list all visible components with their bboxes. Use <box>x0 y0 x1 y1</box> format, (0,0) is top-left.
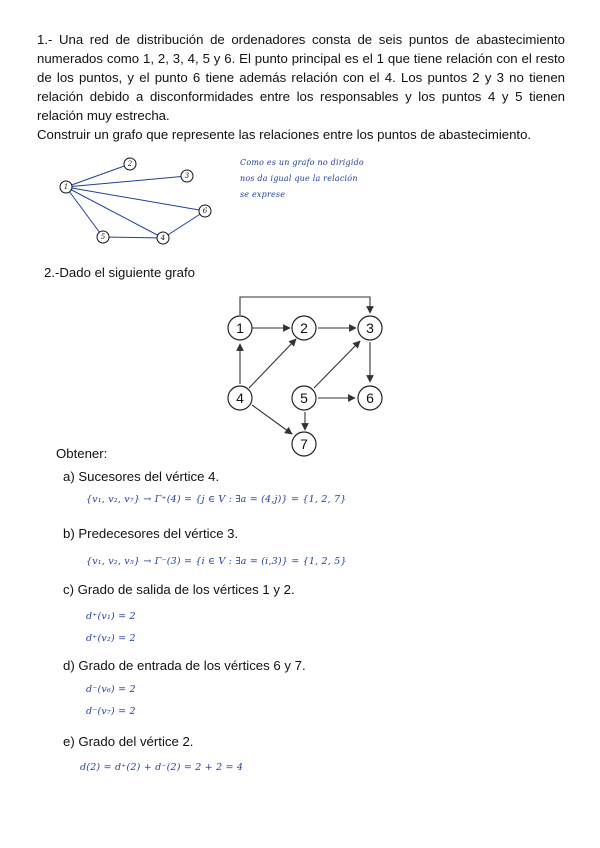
exercise-1-line: de los puntos, y el punto 6 tiene además relación con el 4. Los puntos 2 y 3 no tienen <box>37 70 565 85</box>
hw-node-label: 3 <box>184 172 190 180</box>
edge-5-3 <box>314 341 360 388</box>
node-label: 3 <box>366 320 374 336</box>
edge-4-2 <box>249 339 296 388</box>
node-label: 2 <box>300 320 308 336</box>
edge-1-3-top <box>240 297 370 315</box>
answer-d-2: d⁻(v₇) = 2 <box>86 706 136 717</box>
answer-d-1: d⁻(v₆) = 2 <box>86 684 136 695</box>
node-3 <box>358 316 382 340</box>
node-label: 5 <box>300 390 308 406</box>
question-d: d) Grado de entrada de los vértices 6 y 7. <box>63 658 306 673</box>
note-line: Como es un grafo no dirigido <box>240 158 364 167</box>
edge-4-7 <box>252 405 292 434</box>
node-label: 7 <box>300 436 308 452</box>
exercise-1-line: numerados como 1, 2, 3, 4, 5 y 6. El punto principal es el 1 que tiene relación con el resto <box>37 51 565 66</box>
question-b: b) Predecesores del vértice 3. <box>63 526 239 541</box>
node-1 <box>228 316 252 340</box>
node-label: 1 <box>236 320 244 336</box>
answer-e: d(2) = d⁺(2) + d⁻(2) = 2 + 2 = 4 <box>80 762 244 773</box>
node-label: 6 <box>366 390 374 406</box>
note-line: nos da igual que la relación <box>240 174 358 183</box>
answer-c-2: d⁺(v₂) = 2 <box>86 633 136 644</box>
hw-node-label: 6 <box>202 207 208 215</box>
question-c: c) Grado de salida de los vértices 1 y 2. <box>63 582 295 597</box>
node-label: 4 <box>236 390 244 406</box>
exercise-1-line: Construir un grafo que represente las relaciones entre los puntos de abastecimiento. <box>37 127 532 142</box>
obtener-label: Obtener: <box>56 446 108 461</box>
hw-node-label: 1 <box>63 183 69 191</box>
node-2 <box>292 316 316 340</box>
node-5 <box>292 386 316 410</box>
node-4 <box>228 386 252 410</box>
node-7 <box>292 432 316 456</box>
answer-a: {v₁, v₂, v₇} → Γ⁺(4) = {j ∈ V : ∃a = (4,j)} = {1, 2, 7} <box>86 494 347 505</box>
hw-node-label: 5 <box>100 233 106 241</box>
hw-node-label: 4 <box>160 234 166 242</box>
hw-node-label: 2 <box>127 160 133 168</box>
question-a: a) Sucesores del vértice 4. <box>63 469 220 484</box>
question-e: e) Grado del vértice 2. <box>63 734 194 749</box>
answer-b: {v₁, v₂, v₅} → Γ⁻(3) = {i ∈ V : ∃a = (i,3)} = {1, 2, 5} <box>86 556 347 567</box>
note-line: se exprese <box>240 190 286 199</box>
answer-c-1: d⁺(v₁) = 2 <box>86 611 136 622</box>
exercise-2-title: 2.-Dado el siguiente grafo <box>44 265 196 280</box>
exercise-1-line: 1.- Una red de distribución de ordenadores consta de seis puntos de abastecimiento <box>37 32 565 47</box>
node-6 <box>358 386 382 410</box>
exercise-1-line: relación debido a disconformidades entre los responsables y los puntos 4 y 5 tienen <box>37 89 565 104</box>
exercise-1-line: relación muy estrecha. <box>37 108 170 123</box>
